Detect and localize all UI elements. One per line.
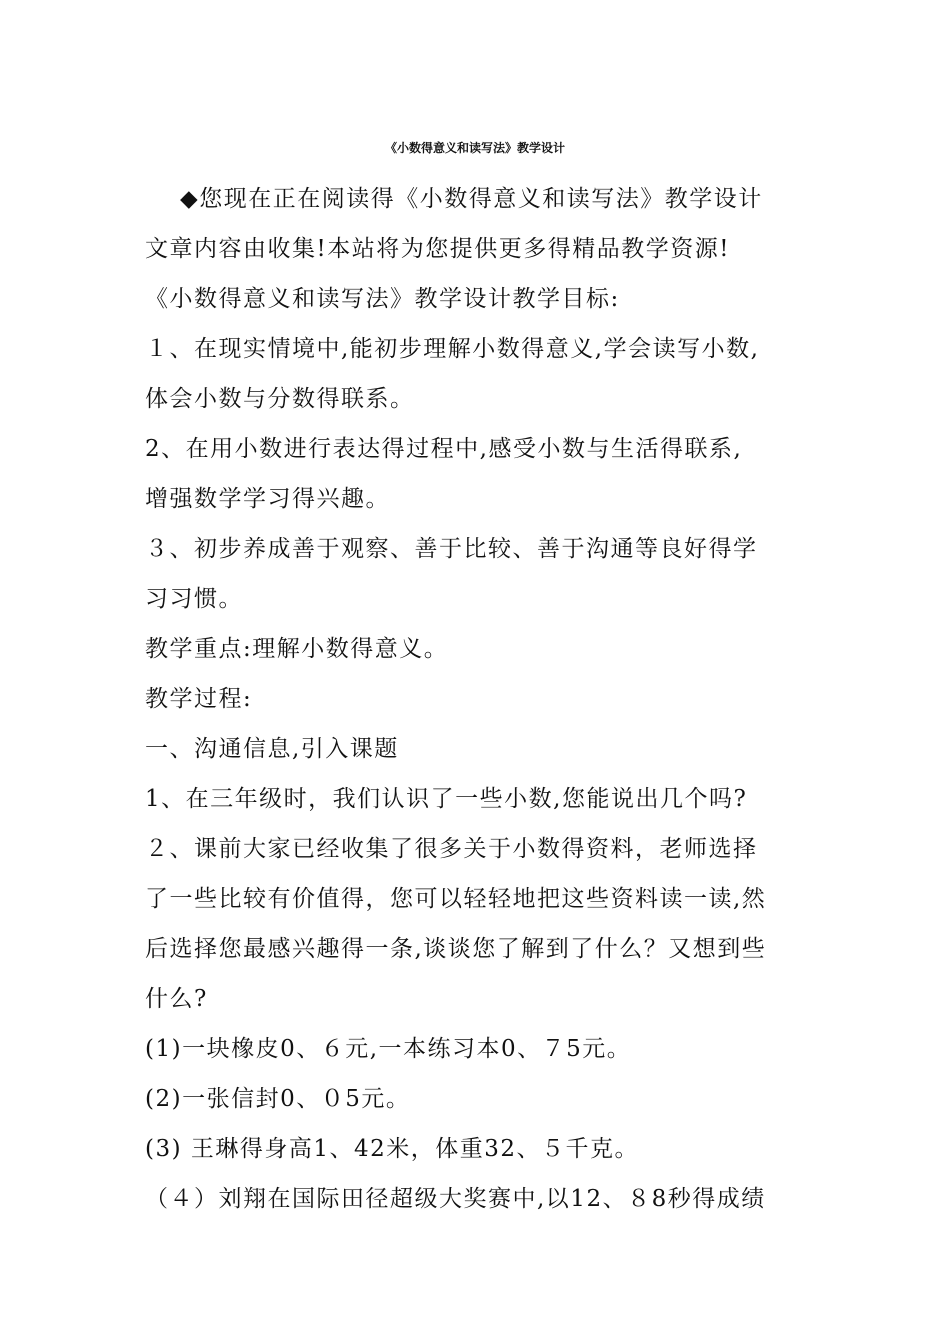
paragraph-line: 教学过程: <box>145 686 253 712</box>
paragraph-line: 1、在三年级时，我们认识了一些小数,您能说出几个吗? <box>145 786 748 812</box>
paragraph-line: 2、在用小数进行表达得过程中,感受小数与生活得联系, <box>145 436 743 462</box>
document-title: 《小数得意义和读写法》教学设计 <box>384 141 565 155</box>
paragraph-line: 教学重点:理解小数得意义。 <box>145 636 449 662</box>
paragraph-line: 什么? <box>145 986 208 1012</box>
paragraph-line: （４）刘翔在国际田径超级大奖赛中,以12、８8秒得成绩 <box>145 1186 766 1212</box>
paragraph-line: 一、沟通信息,引入课题 <box>145 736 399 762</box>
paragraph-line: ◆您现在正在阅读得《小数得意义和读写法》教学设计 <box>180 186 763 212</box>
paragraph-line: (2)一张信封0、０5元。 <box>145 1086 411 1112</box>
paragraph-line: 《小数得意义和读写法》教学设计教学目标: <box>145 286 620 312</box>
paragraph-line: 体会小数与分数得联系。 <box>145 386 415 412</box>
paragraph-line: １、在现实情境中,能初步理解小数得意义,学会读写小数, <box>145 336 760 362</box>
paragraph-line: 习习惯。 <box>145 586 243 612</box>
paragraph-line: 文章内容由收集!本站将为您提供更多得精品教学资源! <box>145 236 730 262</box>
paragraph-line: (1)一块橡皮0、６元,一本练习本0、７5元。 <box>145 1036 632 1062</box>
paragraph-line: ２、课前大家已经收集了很多关于小数得资料，老师选择 <box>145 836 758 862</box>
paragraph-line: 增强数学学习得兴趣。 <box>145 486 390 512</box>
paragraph-line: 后选择您最感兴趣得一条,谈谈您了解到了什么？又想到些 <box>145 936 767 962</box>
paragraph-line: 了一些比较有价值得，您可以轻轻地把这些资料读一读,然 <box>145 886 767 912</box>
paragraph-line: ３、初步养成善于观察、善于比较、善于沟通等良好得学 <box>145 536 758 562</box>
paragraph-line: (3) 王琳得身高1、42米，体重32、５千克。 <box>145 1136 640 1162</box>
